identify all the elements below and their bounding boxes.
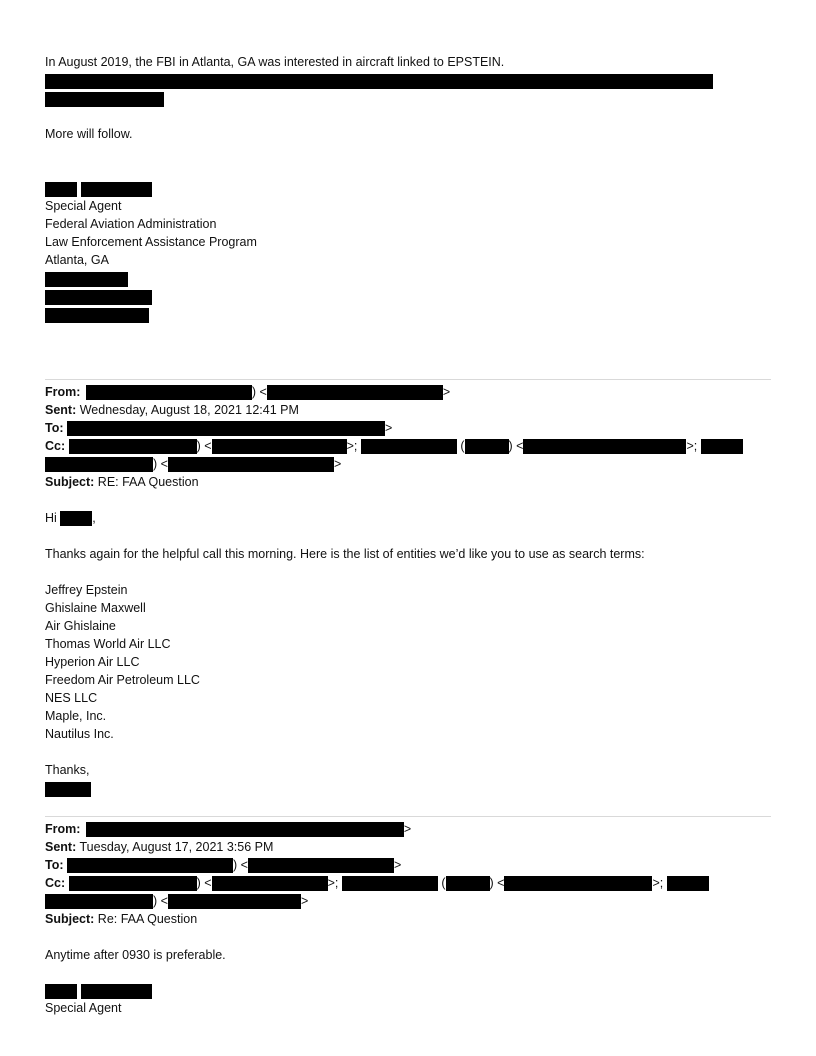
redaction-block [168, 894, 301, 909]
entity-item: Maple, Inc. [45, 709, 107, 723]
redaction-block [701, 439, 743, 454]
redaction-block [212, 439, 347, 454]
redaction-block [523, 439, 686, 454]
punct: ) < [508, 439, 524, 453]
subject-value: Re: FAA Question [97, 912, 198, 926]
cc-label: Cc: [45, 439, 66, 453]
punct: > [385, 421, 393, 435]
sent-label: Sent: [45, 840, 77, 854]
cc-label: Cc: [45, 876, 66, 890]
redaction-block [45, 457, 153, 472]
email1-greeting-line [45, 509, 96, 527]
punct: ( [460, 439, 465, 453]
email1-closing: Thanks, [45, 763, 90, 777]
email1-cc-line-2 [45, 455, 341, 473]
email1-body: Thanks again for the helpful call this morning. Here is the list of entities we’d like you to use as search terms: [45, 547, 645, 561]
email2-subject-line [45, 910, 197, 928]
redaction-block [81, 182, 152, 197]
entity-item: Freedom Air Petroleum LLC [45, 673, 200, 687]
punct: > [333, 457, 342, 471]
entity-item: Hyperion Air LLC [45, 655, 140, 669]
redaction-block [86, 822, 404, 837]
punct: > [442, 385, 451, 399]
redaction-block [248, 858, 394, 873]
email-separator [45, 379, 771, 380]
punct: ) < [153, 894, 168, 908]
entity-item: Jeffrey Epstein [45, 583, 128, 597]
email1-to-line [45, 419, 392, 437]
punct: > [300, 894, 309, 908]
punct: ( [441, 876, 446, 890]
from-label: From: [45, 822, 81, 836]
email2-cc-line [45, 874, 709, 892]
punct: ) < [196, 876, 212, 890]
email2-cc-line-2 [45, 892, 308, 910]
redaction-block [342, 876, 438, 891]
punct: ) < [251, 385, 267, 399]
email-separator [45, 816, 771, 817]
redaction-block [361, 439, 457, 454]
punct: > [393, 858, 402, 872]
sent-label: Sent: [45, 403, 77, 417]
redaction-block [86, 385, 252, 400]
signature-title: Special Agent [45, 199, 122, 213]
redaction-block [446, 876, 490, 891]
to-label: To: [45, 421, 64, 435]
signature-program: Law Enforcement Assistance Program [45, 235, 257, 249]
more-follow-text: More will follow. [45, 127, 133, 141]
redaction-block [67, 858, 233, 873]
email2-signature-title: Special Agent [45, 1001, 122, 1015]
redaction-block [45, 984, 77, 999]
signature-org: Federal Aviation Administration [45, 217, 217, 231]
email2-body: Anytime after 0930 is preferable. [45, 948, 226, 962]
redaction-block [69, 876, 197, 891]
punct: ) < [233, 858, 248, 872]
redaction-block [267, 385, 443, 400]
entity-item: Thomas World Air LLC [45, 637, 171, 651]
from-label: From: [45, 385, 81, 399]
punct: >; [686, 439, 698, 453]
redaction-block [45, 782, 91, 797]
punct: , [92, 511, 96, 525]
subject-label: Subject: [45, 912, 95, 926]
punct: >; [327, 876, 339, 890]
redaction-block [465, 439, 509, 454]
redaction-block [45, 308, 149, 323]
email2-sent-line [45, 838, 273, 856]
redaction-block [45, 74, 713, 89]
signature-location: Atlanta, GA [45, 253, 109, 267]
punct: >; [346, 439, 358, 453]
punct: ) < [153, 457, 168, 471]
redaction-block [667, 876, 709, 891]
entity-item: NES LLC [45, 691, 98, 705]
redaction-block [212, 876, 328, 891]
greeting: Hi [45, 511, 57, 525]
subject-label: Subject: [45, 475, 95, 489]
redaction-block [45, 182, 77, 197]
punct: ) < [489, 876, 505, 890]
email1-subject-line [45, 473, 199, 491]
redaction-block [69, 439, 197, 454]
redaction-block [45, 92, 164, 107]
email1-sent-line [45, 401, 299, 419]
subject-value: RE: FAA Question [97, 475, 199, 489]
redaction-block [67, 421, 385, 436]
entity-item: Air Ghislaine [45, 619, 116, 633]
redaction-block [81, 984, 152, 999]
document-page [45, 0, 771, 1056]
sent-value: Tuesday, August 17, 2021 3:56 PM [79, 840, 274, 854]
punct: >; [652, 876, 664, 890]
punct: ) < [196, 439, 212, 453]
redaction-block [45, 290, 152, 305]
email2-from-line [45, 820, 411, 838]
email1-from-line [45, 383, 450, 401]
redaction-block [45, 272, 128, 287]
email1-cc-line [45, 437, 743, 455]
redaction-block [60, 511, 92, 526]
redaction-block [168, 457, 334, 472]
entity-item: Nautilus Inc. [45, 727, 114, 741]
redaction-block [45, 894, 153, 909]
entity-item: Ghislaine Maxwell [45, 601, 146, 615]
redaction-block [504, 876, 652, 891]
to-label: To: [45, 858, 64, 872]
punct: > [403, 822, 412, 836]
intro-text: In August 2019, the FBI in Atlanta, GA was interested in aircraft linked to EPSTEIN. [45, 55, 505, 69]
email2-to-line [45, 856, 401, 874]
sent-value: Wednesday, August 18, 2021 12:41 PM [79, 403, 299, 417]
